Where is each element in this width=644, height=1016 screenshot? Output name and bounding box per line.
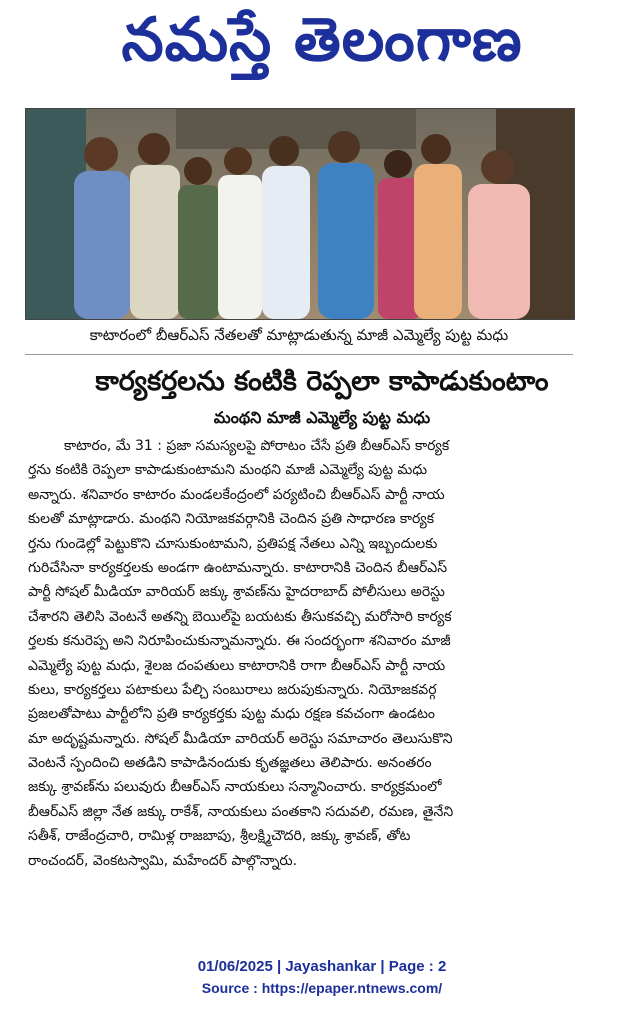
article-line: ర్తను గుండెల్లో పెట్టుకొని చూసుకుంటామని, ప్రతిపక్ష నేతలు ఎన్ని ఇబ్బందులకు: [28, 535, 438, 552]
article-line: ప్రజలతోపాటు పార్టీలోని ప్రతి కార్యకర్తకు పుట్ట మధు రక్షణ కవచంగా ఉండటం: [28, 706, 435, 723]
photo-caption: కాటారంలో బీఆర్ఎస్ నేతలతో మాట్లాడుతున్న మాజీ ఎమ్మెల్యే పుట్ట మధు: [25, 320, 573, 355]
news-photo: [25, 108, 575, 320]
edition-info: 01/06/2025 | Jayashankar | Page : 2: [197, 958, 447, 975]
article-line: ఎమ్మెల్యే పుట్ట మధు, శైలజ దంపతులు కాటారానికి రాగా బీఆర్ఎస్ పార్టీ నాయ: [28, 657, 446, 674]
article-subhead: మంథని మాజీ ఎమ్మెల్యే పుట్ట మధు: [213, 407, 431, 427]
article-line: కులతో మాట్లాడారు. మంథని నియోజకవర్గానికి చెందిన ప్రతి సాధారణ కార్యక: [28, 511, 435, 528]
epaper-footer: [0, 956, 644, 998]
article-line: రాంచందర్, వెంకటస్వామి, మహేందర్ పాల్గొన్నారు.: [28, 852, 298, 869]
article-line: ర్తను కంటికి రెప్పలా కాపాడుకుంటామని మంథని మాజీ ఎమ్మెల్యే పుట్ట మధు: [28, 462, 428, 479]
article-line: ర్తలకు కనురెప్ప అని నిరూపించుకున్నామన్నారు. ఈ సందర్భంగా శనివారం మాజీ: [28, 633, 451, 650]
masthead-title: నమస్తే తెలంగాణ: [121, 5, 523, 75]
newspaper-masthead: [0, 6, 644, 88]
article-line: గురిచేసినా కార్యకర్తలకు అండగా ఉంటామన్నారు. కాటారానికి చెందిన బీఆర్ఎస్: [28, 559, 448, 576]
article-body: [28, 434, 588, 873]
group-photo-image: [26, 109, 574, 319]
article-line: జక్కు శ్రావణ్‌ను పలువురు బీఆర్ఎస్ నాయకులు సన్మానించారు. కార్యక్రమంలో: [28, 779, 442, 796]
source-link[interactable]: Source : https://epaper.ntnews.com/: [201, 980, 443, 996]
article-line: సతీశ్, రాజేంద్రచారి, రామిళ్ల రాజబాపు, శ్రీలక్ష్మిచౌదరి, జక్కు శ్రావణ్, తోట: [28, 828, 411, 845]
article-line: మా అదృష్టమన్నారు. సోషల్ మీడియా వారియర్ అరెస్టు సమాచారం తెలుసుకొని: [28, 730, 453, 747]
article-line: వెంటనే స్పందించి అతడిని కాపాడినందుకు కృతజ్ఞతలు తెలిపారు. అనంతరం: [28, 755, 432, 772]
article-line: కులు, కార్యకర్తలు పటాకులు పేల్చి సంబురాలు జరుపుకున్నారు. నియోజకవర్గ: [28, 681, 437, 698]
article-line: బీఆర్ఎస్ జిల్లా నేత జక్కు రాకేశ్, నాయకులు పంతకాని సదువలి, రమణ, తైనేని: [28, 803, 454, 820]
article-line: అన్నారు. శనివారం కాటారం మండలకేంద్రంలో పర్యటించి బీఆర్ఎస్ పార్టీ నాయ: [28, 486, 445, 503]
article-headline: కార్యకర్తలను కంటికి రెప్పలా కాపాడుకుంటాం: [95, 366, 549, 397]
article-line: పార్టీ సోషల్ మీడియా వారియర్ జక్కు శ్రావణ్‌ను హైదరాబాద్ పోలీసులు అరెస్టు: [28, 584, 445, 601]
article-line: చేశారని తెలిసి వెంటనే అతన్ని బెయిల్‌పై బయటకు తీసుకవచ్చి మరోసారి కార్యక: [28, 608, 452, 625]
article-line: కాటారం, మే 31 : ప్రజా సమస్యలపై పోరాటం చేసే ప్రతి బీఆర్ఎస్ కార్యక: [64, 438, 450, 454]
